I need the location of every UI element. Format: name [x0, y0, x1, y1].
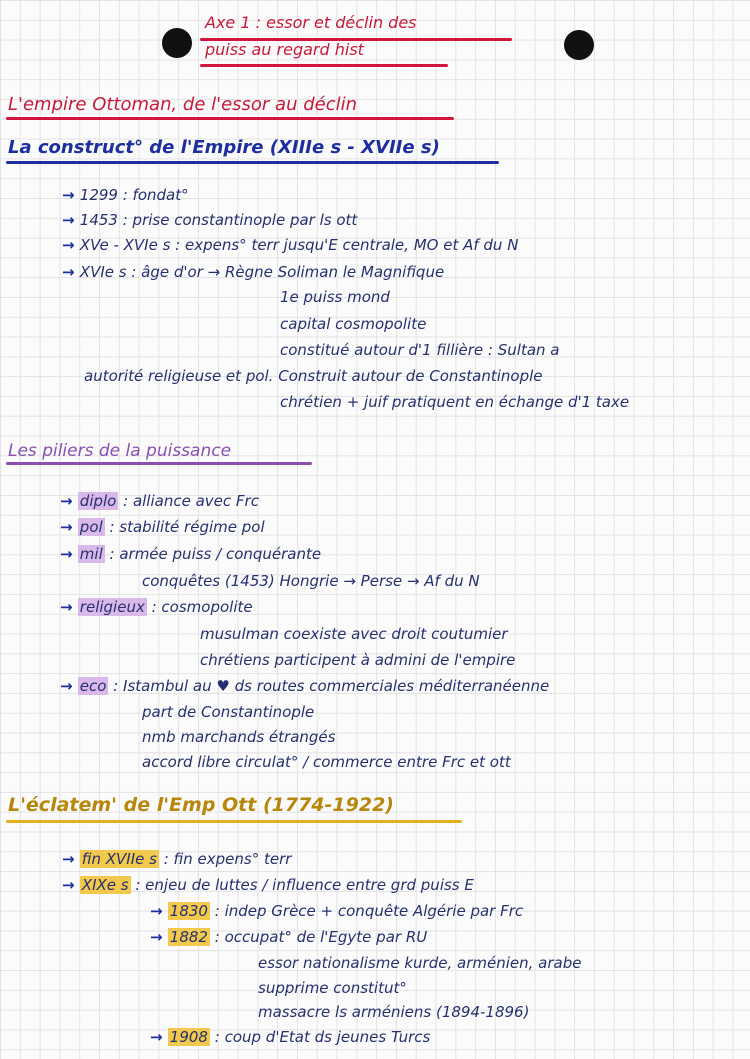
sub-line: autorité religieuse et pol. Construit autour de Constantinople	[84, 367, 543, 385]
section-heading-piliers: Les piliers de la puissance	[8, 441, 232, 461]
list-item	[150, 902, 523, 920]
sub-line: constitué autour d'1 fillière : Sultan a	[280, 341, 560, 359]
list-item	[60, 677, 549, 695]
binder-hole-right	[564, 30, 594, 60]
arrow-icon: →	[150, 928, 168, 946]
list-item-text: : cosmopolite	[146, 598, 253, 616]
arrow-icon: →	[62, 236, 80, 254]
arrow-icon: →	[62, 850, 80, 868]
sub-line: accord libre circulat° / commerce entre Frc et ott	[142, 753, 511, 771]
highlight-key: 1908	[169, 1028, 208, 1046]
highlight-key: 1882	[169, 928, 208, 946]
arrow-icon: →	[150, 902, 168, 920]
list-item-text: : alliance avec Frc	[118, 492, 259, 510]
section-underline-piliers	[6, 462, 312, 465]
list-item	[60, 492, 259, 510]
list-item-text: : fin expens° terr	[158, 850, 292, 868]
sub-line: nmb marchands étrangés	[142, 728, 336, 746]
sub-line: conquêtes (1453) Hongrie → Perse → Af du N	[142, 572, 480, 590]
sub-line: chrétien + juif pratiquent en échange d'1 taxe	[280, 393, 630, 411]
list-item-text: : armée puiss / conquérante	[104, 545, 322, 563]
sub-line: essor nationalisme kurde, arménien, arabe	[258, 954, 582, 972]
arrow-icon: →	[62, 211, 80, 229]
highlight-key: pol	[79, 518, 103, 536]
arrow-icon: →	[150, 1028, 168, 1046]
arrow-icon: →	[62, 876, 80, 894]
list-item-text: : enjeu de luttes / influence entre grd puiss E	[130, 876, 474, 894]
list-item	[62, 876, 474, 894]
list-item-text: 1299 : fondat°	[79, 186, 189, 204]
arrow-icon: →	[60, 598, 78, 616]
sub-line: musulman coexiste avec droit coutumier	[200, 625, 508, 643]
arrow-icon: →	[60, 677, 78, 695]
highlight-key: eco	[79, 677, 107, 695]
highlight-key: diplo	[79, 492, 117, 510]
list-item	[60, 518, 265, 536]
list-item-text: : occupat° de l'Egyte par RU	[209, 928, 428, 946]
list-item-text: : coup d'Etat ds jeunes Turcs	[209, 1028, 431, 1046]
sub-line: part de Constantinople	[142, 703, 315, 721]
sub-line: supprime constitut°	[258, 979, 407, 997]
highlight-key: mil	[79, 545, 103, 563]
page-title-line1: Axe 1 : essor et déclin des	[205, 13, 417, 32]
list-item-text: : stabilité régime pol	[104, 518, 265, 536]
arrow-icon: →	[62, 186, 80, 204]
binder-hole-left	[162, 28, 192, 58]
section-heading-ottoman: L'empire Ottoman, de l'essor au déclin	[8, 94, 358, 115]
list-item	[62, 850, 291, 868]
arrow-icon: →	[60, 492, 78, 510]
title-underline-2	[200, 64, 448, 67]
list-item	[150, 928, 427, 946]
list-item-text: 1453 : prise constantinople par ls ott	[79, 211, 358, 229]
list-item	[62, 236, 518, 254]
section-heading-eclatement: L'éclatem' de l'Emp Ott (1774-1922)	[8, 794, 394, 816]
highlight-key: religieux	[79, 598, 145, 616]
list-item	[60, 545, 321, 563]
list-item	[62, 186, 189, 204]
section-underline-eclatement	[6, 820, 462, 823]
section-underline-construction	[6, 161, 499, 164]
arrow-icon: →	[62, 263, 80, 281]
page-title-line2: puiss au regard hist	[205, 40, 364, 59]
list-item	[60, 598, 253, 616]
list-item	[62, 263, 444, 281]
sub-line: chrétiens participent à admini de l'empire	[200, 651, 516, 669]
arrow-icon: →	[60, 518, 78, 536]
arrow-icon: →	[60, 545, 78, 563]
sub-line: 1e puiss mond	[280, 288, 390, 306]
list-item	[62, 211, 357, 229]
list-item-text: XVe - XVIe s : expens° terr jusqu'E centrale, MO et Af du N	[79, 236, 519, 254]
list-item-text: : Istambul au ♥ ds routes commerciales méditerranéenne	[108, 677, 550, 695]
section-heading-construction: La construct° de l'Empire (XIIIe s - XVIIe s)	[8, 137, 440, 158]
highlight-key: XIXe s	[81, 876, 129, 894]
sub-line: capital cosmopolite	[280, 315, 427, 333]
list-item	[150, 1028, 430, 1046]
highlight-key: 1830	[169, 902, 208, 920]
sub-line: massacre ls arméniens (1894-1896)	[258, 1003, 530, 1021]
list-item-text: : indep Grèce + conquête Algérie par Frc	[209, 902, 524, 920]
section-underline-ottoman	[6, 117, 454, 120]
list-item-text: XVIe s : âge d'or → Règne Soliman le Magnifique	[79, 263, 445, 281]
highlight-key: fin XVIIe s	[81, 850, 157, 868]
